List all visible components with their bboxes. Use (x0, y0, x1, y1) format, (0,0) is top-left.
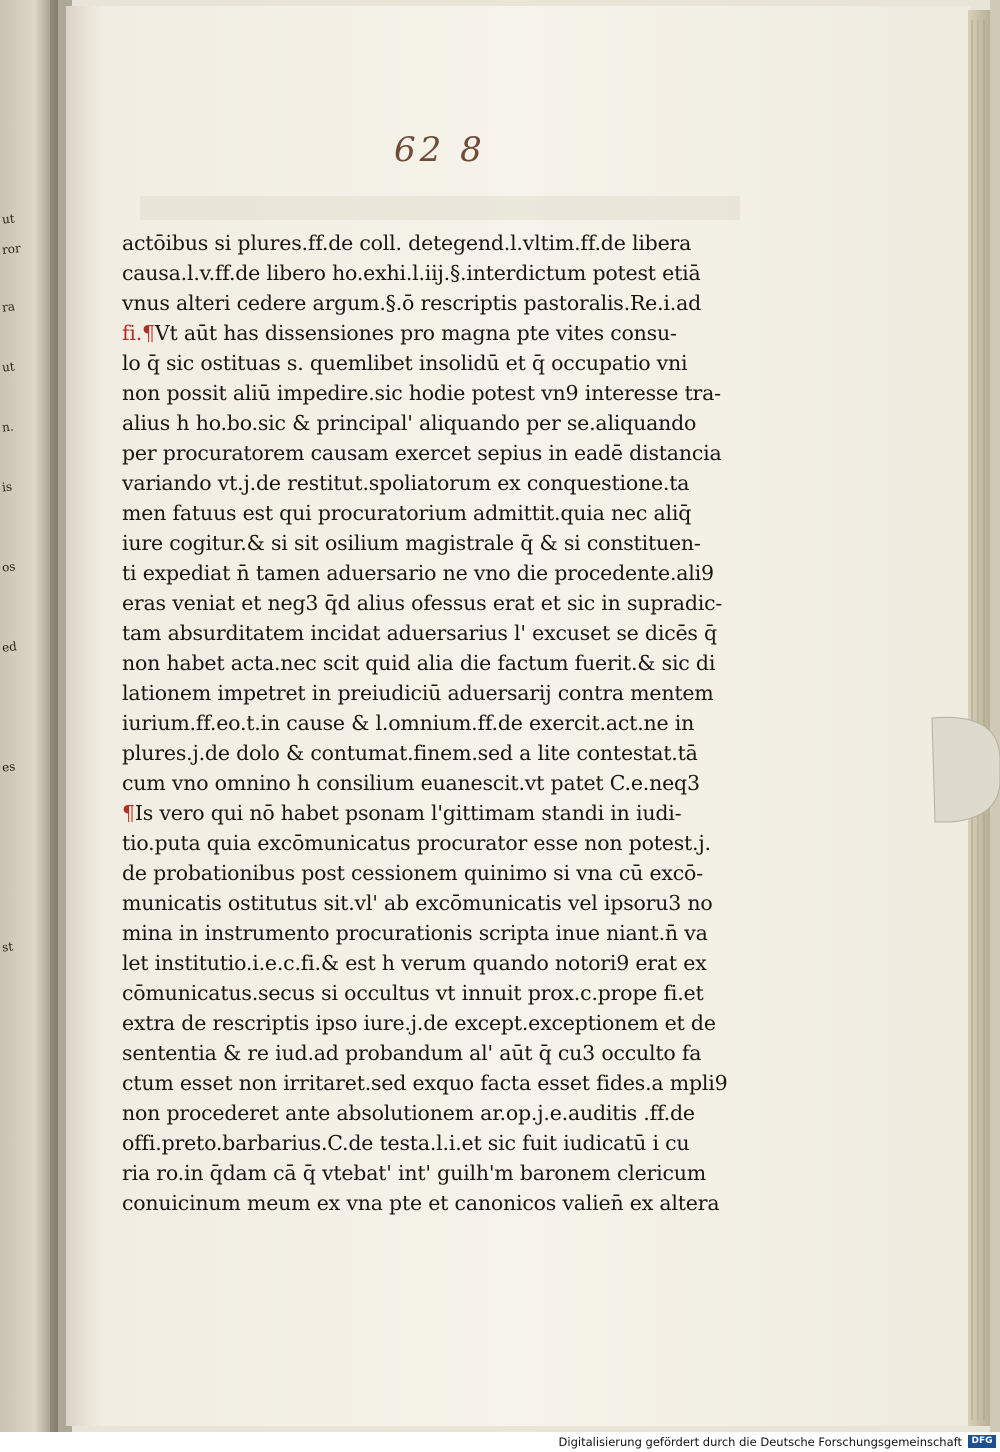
text-line (122, 768, 742, 798)
margin-fragment: is (1, 479, 13, 495)
text-line (122, 258, 742, 288)
line-text: tam absurditatem incidat aduersarius l' excuset se dicēs q̄ (122, 621, 717, 645)
text-line (122, 1188, 742, 1218)
line-text: men fatuus est qui procuratorium admittit.quia nec aliq̄ (122, 501, 692, 525)
rubric-paragraph-mark: ¶ (122, 801, 135, 825)
digitization-footer (0, 1432, 1000, 1452)
margin-fragment: ror (1, 241, 22, 257)
line-text: lo q̄ sic ostituas s. quemlibet insolidū et q̄ occupatio vni (122, 351, 688, 375)
text-column (122, 228, 742, 1218)
line-text: eras veniat et neg3 q̄d alius ofessus erat et sic in supradic- (122, 591, 723, 615)
margin-fragment: n. (1, 419, 15, 435)
line-text: de probationibus post cessionem quinimo si vna cū excō- (122, 861, 703, 885)
text-line (122, 798, 742, 828)
text-line (122, 288, 742, 318)
line-text: cōmunicatus.secus si occultus vt innuit prox.c.prope fi.et (122, 981, 704, 1005)
margin-fragment: ra (1, 299, 16, 315)
line-text: alius h ho.bo.sic & principal' aliquando per se.aliquando (122, 411, 697, 435)
margin-fragment: ut (1, 211, 16, 227)
text-line (122, 948, 742, 978)
text-line (122, 648, 742, 678)
text-line (122, 1068, 742, 1098)
line-text: municatis ostitutus sit.vl' ab excōmunicatis vel ipsoru3 no (122, 891, 713, 915)
text-line (122, 1128, 742, 1158)
line-text: ria ro.in q̄dam cā q̄ vtebat' int' guilh'm baronem clericum (122, 1161, 707, 1185)
folio-number: 62 8 (394, 130, 486, 170)
text-line (122, 378, 742, 408)
line-text: mina in instrumento procurationis scripta inue niant.n̄ va (122, 921, 708, 945)
text-line (122, 858, 742, 888)
line-text: ti expediat n̄ tamen aduersario ne vno die procedente.ali9 (122, 561, 714, 585)
line-text: per procuratorem causam exercet sepius in eadē distancia (122, 441, 722, 465)
line-text: plures.j.de dolo & contumat.finem.sed a lite contestat.tā (122, 741, 698, 765)
line-text: causa.l.v.ff.de libero ho.exhi.l.iij.§.interdictum potest etiā (122, 261, 701, 285)
line-text: let institutio.i.e.c.fi.& est h verum quando notori9 erat ex (122, 951, 707, 975)
text-line (122, 1008, 742, 1038)
text-line (122, 918, 742, 948)
text-line (122, 498, 742, 528)
margin-fragment: os (1, 559, 17, 575)
line-text: iure cogitur.& si sit osilium magistrale q̄ & si constituen- (122, 531, 701, 555)
text-line (122, 468, 742, 498)
dfg-logo: DFG (968, 1435, 996, 1448)
line-text: sententia & re iud.ad probandum al' aūt q̄ cu3 occulto fa (122, 1041, 702, 1065)
text-line (122, 408, 742, 438)
text-line (122, 528, 742, 558)
line-text: actōibus si plures.ff.de coll. detegend.l.vltim.ff.de libera (122, 231, 692, 255)
text-line (122, 588, 742, 618)
text-line (122, 348, 742, 378)
text-line (122, 708, 742, 738)
funding-notice: Digitalisierung gefördert durch die Deutsche Forschungsgemeinschaft (558, 1435, 962, 1449)
text-line (122, 1038, 742, 1068)
text-line (122, 978, 742, 1008)
line-text: ctum esset non irritaret.sed exquo facta esset fides.a mpli9 (122, 1071, 728, 1095)
line-text: variando vt.j.de restitut.spoliatorum ex conquestione.ta (122, 471, 690, 495)
line-text: extra de rescriptis ipso iure.j.de except.exceptionem et de (122, 1011, 716, 1035)
text-line (122, 318, 742, 348)
text-line (122, 438, 742, 468)
text-line (122, 678, 742, 708)
text-line (122, 1098, 742, 1128)
line-text: non procederet ante absolutionem ar.op.j.e.auditis .ff.de (122, 1101, 695, 1125)
rubric-paragraph-mark: fi.¶ (122, 321, 155, 345)
line-text: non habet acta.nec scit quid alia die factum fuerit.& sic di (122, 651, 716, 675)
text-line (122, 888, 742, 918)
text-line (122, 828, 742, 858)
text-line (122, 618, 742, 648)
line-text: non possit aliū impedire.sic hodie potest vn9 interesse tra- (122, 381, 721, 405)
text-line (122, 228, 742, 258)
text-line (122, 738, 742, 768)
margin-fragment: ed (1, 639, 18, 655)
line-text: lationem impetret in preiudiciū aduersarij contra mentem (122, 681, 714, 705)
text-line (122, 1158, 742, 1188)
line-text: vnus alteri cedere argum.§.ō rescriptis pastoralis.Re.i.ad (122, 291, 702, 315)
line-text: iurium.ff.eo.t.in cause & l.omnium.ff.de exercit.act.ne in (122, 711, 695, 735)
line-text: Is vero qui nō habet psonam l'gittimam standi in iudi- (134, 801, 682, 825)
line-text: Vt aūt has dissensiones pro magna pte vites consu- (154, 321, 677, 345)
text-line (122, 558, 742, 588)
line-text: offi.preto.barbarius.C.de testa.l.i.et sic fuit iudicatū i cu (122, 1131, 690, 1155)
margin-fragment: es (1, 759, 16, 775)
line-text: tio.puta quia excōmunicatus procurator esse non potest.j. (122, 831, 711, 855)
margin-fragment: ut (1, 359, 16, 375)
line-text: cum vno omnino h consilium euanescit.vt patet C.e.neq3 (122, 771, 700, 795)
margin-fragment: st (1, 939, 14, 955)
line-text: conuicinum meum ex vna pte et canonicos valien̄ ex altera (122, 1191, 720, 1215)
